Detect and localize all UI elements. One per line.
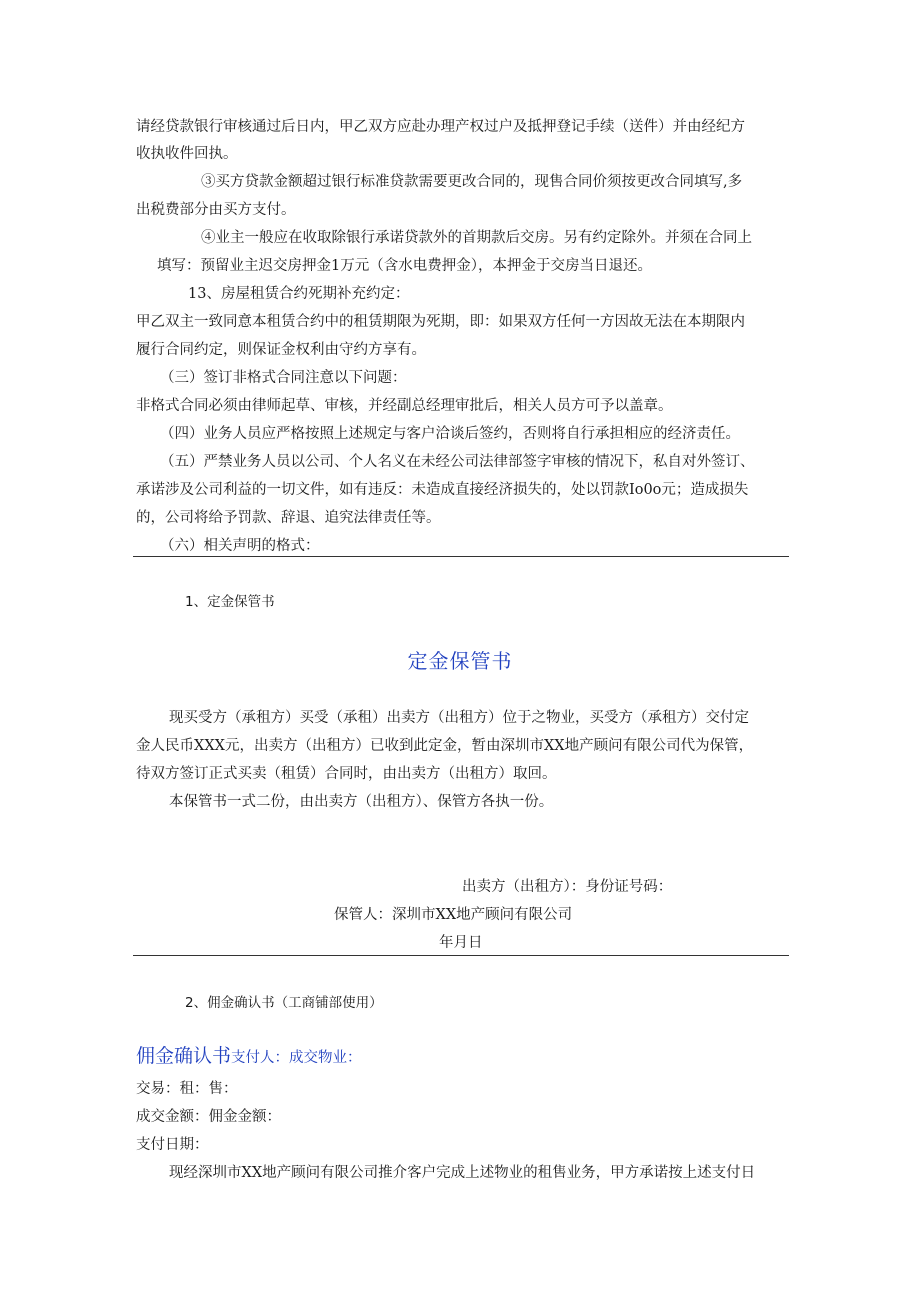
paragraph-line: （六）相关声明的格式： [160,538,320,554]
paragraph-line: 13、房屋租赁合约死期补充约定： [188,286,410,302]
paragraph-line: ④业主一般应在收取除银行承诺贷款外的首期款后交房。另有约定除外。并须在合同上 [201,230,752,246]
paragraph-line: 收执收件回执。 [136,146,238,162]
amount-field: 成交金额：佣金金额： [136,1109,281,1125]
paragraph-line: （三）签订非格式合同注意以下问题： [160,370,407,386]
paragraph-line: 现买受方（承租方）买受（承租）出卖方（出租方）位于之物业，买受方（承租方）交付定 [169,710,749,726]
seller-signature-line: 出卖方（出租方）：身份证号码： [462,879,673,895]
paragraph-line: 待双方签订正式买卖（租赁）合同时，由出卖方（出租方）取回。 [136,766,557,782]
paragraph-line: 本保管书一式二份，由出卖方（出租方）、保管方各执一份。 [169,794,554,810]
pay-date-field: 支付日期： [136,1137,209,1153]
paragraph-line: （四）业务人员应严格按照上述规定与客户洽谈后签约，否则将自行承担相应的经济责任。 [160,426,740,442]
paragraph-line: 承诺涉及公司利益的一切文件，如有违反：未造成直接经济损失的，处以罚款Io0o元；造成损失 [136,482,749,498]
divider [133,556,789,557]
paragraph-line: 填写：预留业主迟交房押金1万元（含水电费押金），本押金于交房当日退还。 [157,258,652,274]
paragraph-line: 履行合同约定，则保证金权利由守约方享有。 [136,342,426,358]
divider [133,955,789,956]
date-line: 年月日 [439,935,483,951]
section-heading: 2、佣金确认书（工商铺部使用） [185,995,383,1011]
paragraph-line: ③买方贷款金额超过银行标准贷款需要更改合同的，现售合同价须按更改合同填写,多 [201,174,743,190]
trade-field: 交易：租：售： [136,1081,238,1097]
paragraph-line: 出税费部分由买方支付。 [136,202,296,218]
paragraph-line: 金人民币XXX元，出卖方（出租方）已收到此定金，暂由深圳市XX地产顾问有限公司代为保管， [136,738,754,754]
paragraph-line: 现经深圳市XX地产顾问有限公司推介客户完成上述物业的租售业务，甲方承诺按上述支付日 [169,1165,756,1181]
paragraph-line: 请经贷款银行审核通过后日内，甲乙双方应赴办理产权过户及抵押登记手续（送件）并由经纪方 [136,119,745,135]
paragraph-line: 甲乙双主一致同意本租赁合约中的租赁期限为死期，即：如果双方任何一方因故无法在本期限内 [136,314,745,330]
section-heading: 1、定金保管书 [185,594,275,610]
payer-field: 支付人：成交物业： [231,1050,362,1066]
paragraph-line: 非格式合同必须由律师起草、审核，并经副总经理审批后，相关人员方可予以盖章。 [136,398,673,414]
commission-title: 佣金确认书 [136,1045,232,1067]
deposit-title: 定金保管书 [407,649,513,673]
paragraph-line: （五）严禁业务人员以公司、个人名义在未经公司法律部签字审核的情况下，私自对外签订、 [160,454,755,470]
paragraph-line: 的，公司将给予罚款、辞退、追究法律责任等。 [136,510,441,526]
keeper-signature-line: 保管人：深圳市XX地产顾问有限公司 [334,907,573,923]
commission-title-row [136,1043,362,1071]
